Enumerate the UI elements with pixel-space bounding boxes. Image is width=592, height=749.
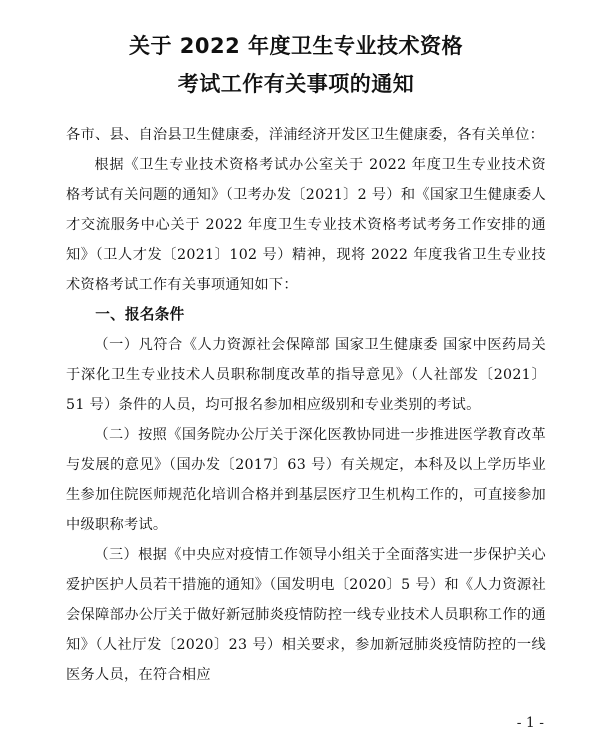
salutation: 各市、县、自治县卫生健康委，洋浦经济开发区卫生健康委，各有关单位：	[66, 127, 545, 143]
paragraph-item-2: （二）按照《国务院办公厅关于深化医教协同进一步推进医学教育改革与发展的意见》（国办发〔2017〕63 号）有关规定，本科及以上学历毕业生参加住院医师规范化培训合格并到基层医疗卫生机构工作的，可直接参加中级职称考试。	[66, 427, 546, 533]
paragraph-item-1: （一）凡符合《人力资源社会保障部 国家卫生健康委 国家中医药局关于深化卫生专业技术人员职称制度改革的指导意见》（人社部发〔2021〕51 号）条件的人员，均可报名参加相应级别和专业类别的考试。	[66, 337, 546, 413]
document-body	[66, 120, 546, 690]
paragraph-item-3: （三）根据《中央应对疫情工作领导小组关于全面落实进一步保护关心爱护医护人员若干措施的通知》（国发明电〔2020〕5 号）和《人力资源社会保障部办公厅关于做好新冠肺炎疫情防控一线专业技术人员职称工作的通知》（人社厅发〔2020〕23 号）相关要求，参加新冠肺炎疫情防控的一线医务人员，在符合相应	[66, 547, 546, 683]
section-heading-registration: 一、报名条件	[95, 306, 185, 323]
document-title-line-1: 关于 2022 年度卫生专业技术资格	[128, 34, 464, 58]
paragraph-intro: 根据《卫生专业技术资格考试办公室关于 2022 年度卫生专业技术资格考试有关问题的通知》（卫考办发〔2021〕2 号）和《国家卫生健康委人才交流服务中心关于 2022 年度卫生专业技术资格考试考务工作安排的通知》（卫人才发〔2021〕102 号）精神，现将 2022 年度我省卫生专业技术资格考试工作有关事项通知如下：	[66, 157, 546, 293]
document-title-line-2: 考试工作有关事项的通知	[177, 72, 415, 96]
page-number: - 1 -	[516, 715, 544, 731]
